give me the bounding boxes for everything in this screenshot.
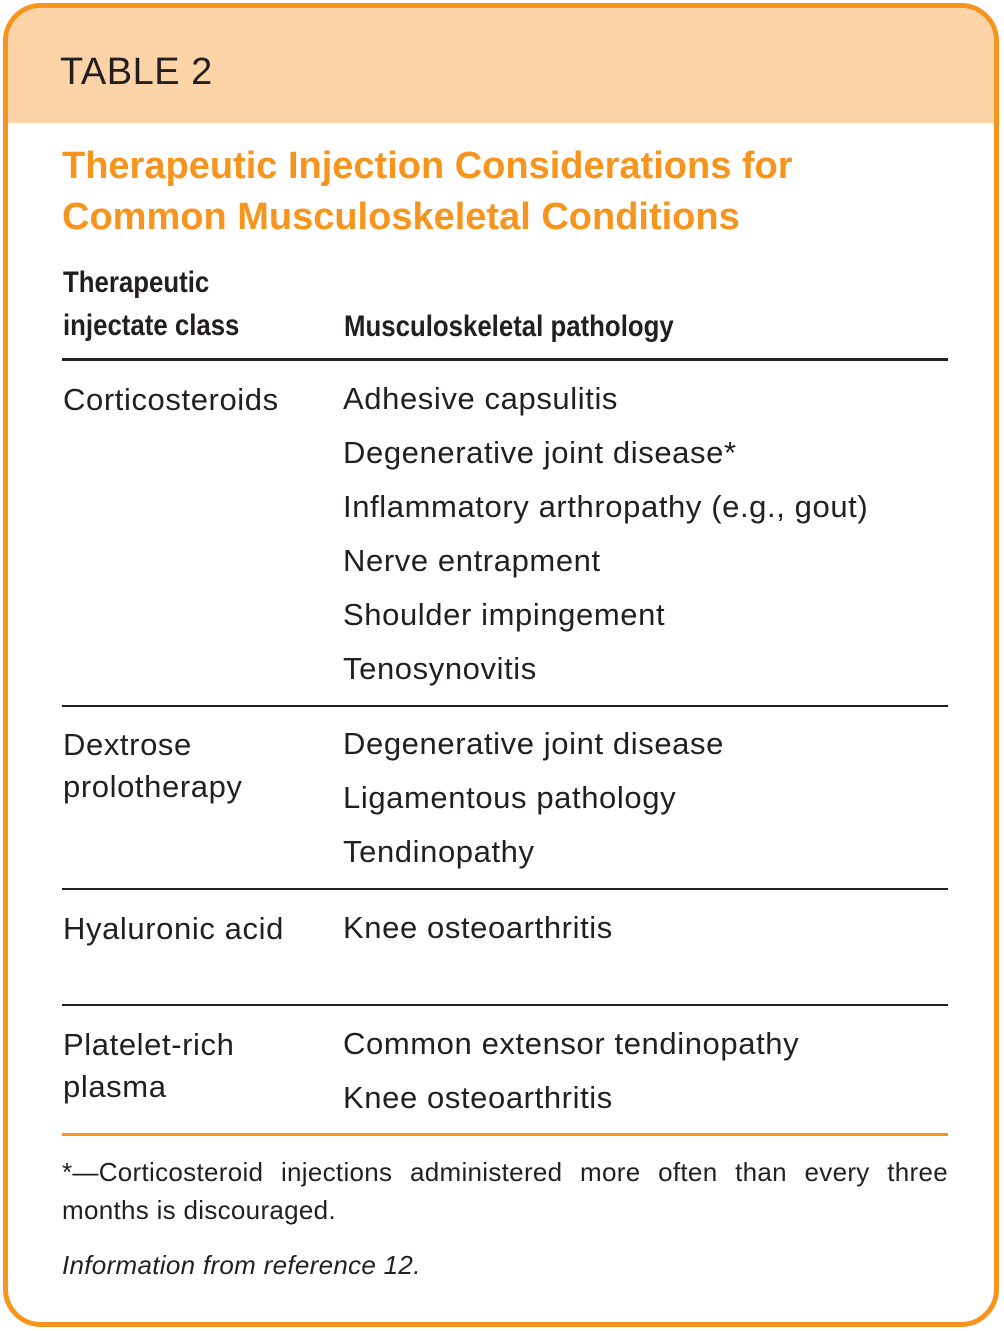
pathology-item: Degenerative joint disease [343, 726, 724, 761]
row-pathologies-platelet-rich-plasma [343, 1017, 943, 1125]
table-card [3, 3, 999, 1327]
table-title: Therapeutic Injection Considerations for Common Musculoskeletal Conditions [62, 145, 793, 238]
column-header-class: Therapeutic injectate class [63, 266, 240, 342]
row-class-platelet-rich-plasma: Platelet-rich plasma [63, 1027, 235, 1104]
row-pathologies-corticosteroids [343, 372, 943, 696]
header-rule [62, 358, 948, 361]
row-divider [62, 888, 948, 890]
footnote: *—Corticosteroid injections administered more often than every three months is discouraged. [62, 1157, 948, 1225]
row-class-hyaluronic-acid: Hyaluronic acid [63, 911, 284, 946]
pathology-item: Inflammatory arthropathy (e.g., gout) [343, 489, 869, 524]
pathology-item: Knee osteoarthritis [343, 910, 613, 945]
pathology-item: Adhesive capsulitis [343, 381, 619, 416]
pathology-item: Common extensor tendinopathy [343, 1026, 800, 1061]
table-bottom-rule [62, 1133, 948, 1136]
row-class-dextrose-prolotherapy: Dextrose prolotherapy [63, 727, 243, 804]
row-pathologies-hyaluronic-acid [343, 901, 943, 955]
column-header-pathology: Musculoskeletal pathology [344, 310, 674, 343]
row-class-corticosteroids: Corticosteroids [63, 382, 279, 417]
source-note: Information from reference 12. [62, 1250, 421, 1280]
pathology-item: Tendinopathy [343, 834, 535, 869]
row-divider [62, 705, 948, 707]
row-divider [62, 1004, 948, 1006]
pathology-item: Shoulder impingement [343, 597, 666, 632]
row-pathologies-dextrose-prolotherapy [343, 717, 943, 879]
pathology-item: Tenosynovitis [343, 651, 537, 686]
card-header [8, 8, 994, 123]
pathology-item: Ligamentous pathology [343, 780, 677, 815]
pathology-item: Degenerative joint disease* [343, 435, 737, 470]
pathology-item: Knee osteoarthritis [343, 1080, 613, 1115]
table-label: TABLE 2 [60, 51, 213, 93]
pathology-item: Nerve entrapment [343, 543, 601, 578]
